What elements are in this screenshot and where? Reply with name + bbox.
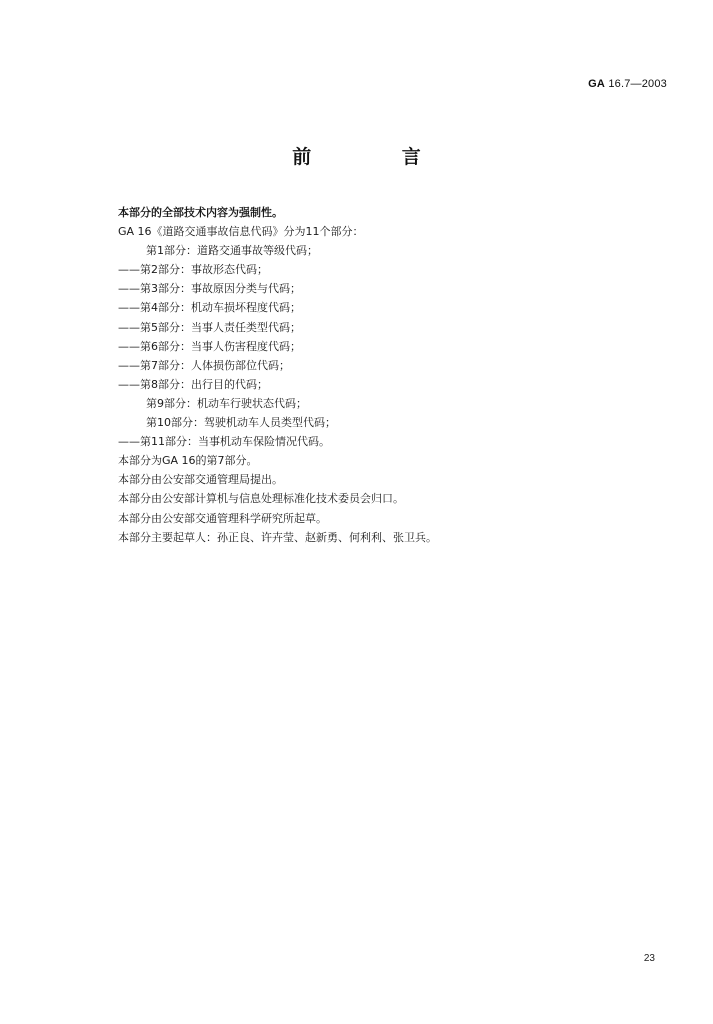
part-item-11: ——第11部分：当事机动车保险情况代码。 [118,435,330,449]
foreword-body [118,203,588,547]
intro-line: GA 16《道路交通事故信息代码》分为11个部分： [118,225,364,239]
paragraph-drafters: 本部分主要起草人：孙正良、许卉莹、赵新勇、何利利、张卫兵。 [118,530,437,544]
part-item-1: 第1部分：道路交通事故等级代码； [146,244,318,258]
part-item-10: 第10部分：驾驶机动车人员类型代码； [146,416,336,430]
paragraph-part-of-standard: 本部分为GA 16的第7部分。 [118,454,258,468]
paragraph-centralized-by: 本部分由公安部计算机与信息处理标准化技术委员会归口。 [118,492,404,506]
standard-prefix: GA [588,78,606,90]
part-item-4: ——第4部分：机动车损坏程度代码； [118,301,301,315]
part-item-8: ——第8部分：出行目的代码； [118,377,268,391]
paragraph-proposed-by: 本部分由公安部交通管理局提出。 [118,473,283,487]
standard-code [588,78,667,90]
page-number: 23 [643,953,655,964]
part-item-7: ——第7部分：人体损伤部位代码； [118,358,290,372]
part-item-3: ——第3部分：事故原因分类与代码； [118,282,301,296]
mandatory-statement: 本部分的全部技术内容为强制性。 [118,206,283,219]
part-item-9: 第9部分：机动车行驶状态代码； [146,396,307,410]
part-item-6: ——第6部分：当事人伤害程度代码； [118,339,301,353]
page-title: 前 言 [292,146,463,168]
standard-number: 16.7—2003 [608,78,667,90]
paragraph-drafted-by: 本部分由公安部交通管理科学研究所起草。 [118,511,327,525]
part-item-2: ——第2部分：事故形态代码； [118,263,268,277]
part-item-5: ——第5部分：当事人责任类型代码； [118,320,301,334]
